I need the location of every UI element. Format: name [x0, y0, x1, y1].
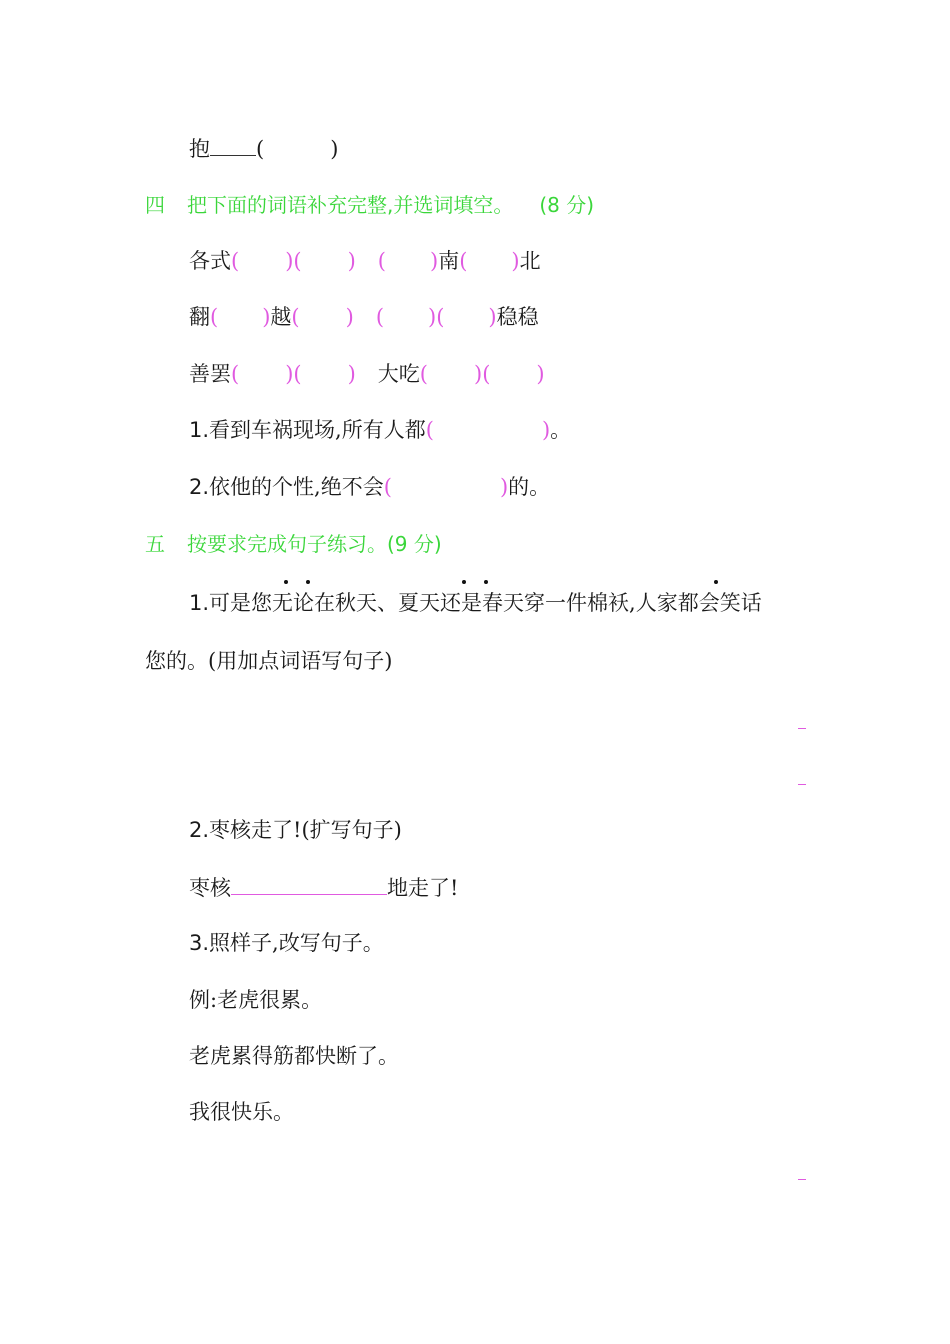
s5-q3-line — [189, 928, 384, 958]
s5-q2-text: 枣核走了!(扩写句子) — [209, 818, 402, 842]
section4-title: 把下面的词语补充完整,并选词填空。 — [187, 193, 514, 217]
idiom-2-text-a: 翻 — [189, 305, 210, 329]
idiom-2-blank-2[interactable]: ( ) — [291, 305, 354, 329]
idiom-3-text-a: 善罢 — [189, 362, 231, 386]
s5-q1-line2: 您的。(用加点词语写句子) — [145, 649, 393, 673]
s5-q1-text: 可是您无论在秋天、夏天还是春天穿一件棉袄,人家都会笑话 — [209, 591, 762, 615]
fill-1-end: 。 — [550, 418, 572, 442]
fill-sentence-1 — [189, 415, 571, 445]
idiom-3-text-b: 大吃 — [377, 362, 420, 386]
answer-line-mark[interactable] — [798, 1179, 806, 1180]
idiom-1-blank-1[interactable]: ( )( ) — [231, 249, 356, 273]
emphasis-dot — [714, 580, 718, 584]
idiom-row-2 — [189, 302, 539, 332]
emphasis-dot — [462, 580, 466, 584]
s5-q2-fill-end: 地走了! — [387, 876, 459, 900]
idiom-1-text-b: 南 — [438, 249, 460, 273]
idiom-1-blank-2[interactable]: ( ) — [377, 249, 439, 273]
fill-1-blank[interactable]: ( ) — [425, 418, 551, 442]
idiom-row-1 — [189, 246, 541, 276]
emphasis-dot — [284, 580, 288, 584]
idiom-1-text-a: 各式 — [189, 249, 231, 273]
fill-1-number: 1. — [189, 418, 210, 442]
fill-2-blank[interactable]: ( ) — [383, 475, 509, 499]
section5-number: 五 — [145, 532, 165, 556]
idiom-1-blank-3[interactable]: ( ) — [459, 249, 520, 273]
fill-2-number: 2. — [189, 475, 210, 499]
s5-q3-text: 照样子,改写句子。 — [209, 931, 384, 955]
s5-q2-fill-start: 枣核 — [189, 876, 231, 900]
idiom-3-blank-2[interactable]: ( )( ) — [419, 362, 545, 386]
s5-q3-example-label: 例:老虎很累。 — [189, 988, 323, 1012]
fill-1-text: 看到车祸现场,所有人都 — [209, 418, 426, 442]
q3-tail-open: ( — [256, 137, 265, 161]
fill-2-end: 的。 — [508, 475, 551, 499]
s5-q3-example-result: 老虎累得筋都快断了。 — [189, 1044, 399, 1068]
s5-q2-blank[interactable] — [231, 872, 387, 895]
section5-title: 按要求完成句子练习。 — [187, 532, 387, 556]
idiom-3-blank-1[interactable]: ( )( ) — [231, 362, 356, 386]
q3-tail-blank[interactable] — [210, 133, 256, 156]
q3-tail-line — [189, 133, 338, 164]
section5-heading — [145, 529, 442, 559]
s5-q2-number: 2. — [189, 818, 210, 842]
s5-q2-fill-line — [189, 872, 458, 903]
section5-score: (9 分) — [387, 532, 442, 556]
s5-q2-line — [189, 815, 402, 845]
idiom-2-text-c: 稳稳 — [496, 305, 539, 329]
fill-2-text: 依他的个性,绝不会 — [209, 475, 384, 499]
answer-line-mark[interactable] — [798, 784, 806, 785]
s5-q3-number: 3. — [189, 931, 210, 955]
q3-tail-char: 抱 — [189, 137, 210, 161]
idiom-2-blank-3[interactable]: ( )( ) — [375, 305, 497, 329]
s5-q3-task: 我很快乐。 — [189, 1100, 294, 1124]
idiom-row-3 — [189, 359, 545, 389]
emphasis-dot — [306, 580, 310, 584]
idiom-2-text-b: 越 — [270, 305, 292, 329]
idiom-1-text-c: 北 — [519, 249, 541, 273]
fill-sentence-2 — [189, 472, 550, 502]
section4-number: 四 — [145, 193, 165, 217]
section4-score: (8 分) — [539, 193, 595, 217]
idiom-2-blank-1[interactable]: ( ) — [210, 305, 271, 329]
emphasis-dot — [484, 580, 488, 584]
q3-tail-close: ) — [330, 137, 339, 161]
s5-q1-number: 1. — [189, 591, 210, 615]
s5-q1-line1 — [189, 588, 762, 618]
section4-heading — [145, 190, 594, 220]
answer-line-mark[interactable] — [798, 728, 806, 729]
